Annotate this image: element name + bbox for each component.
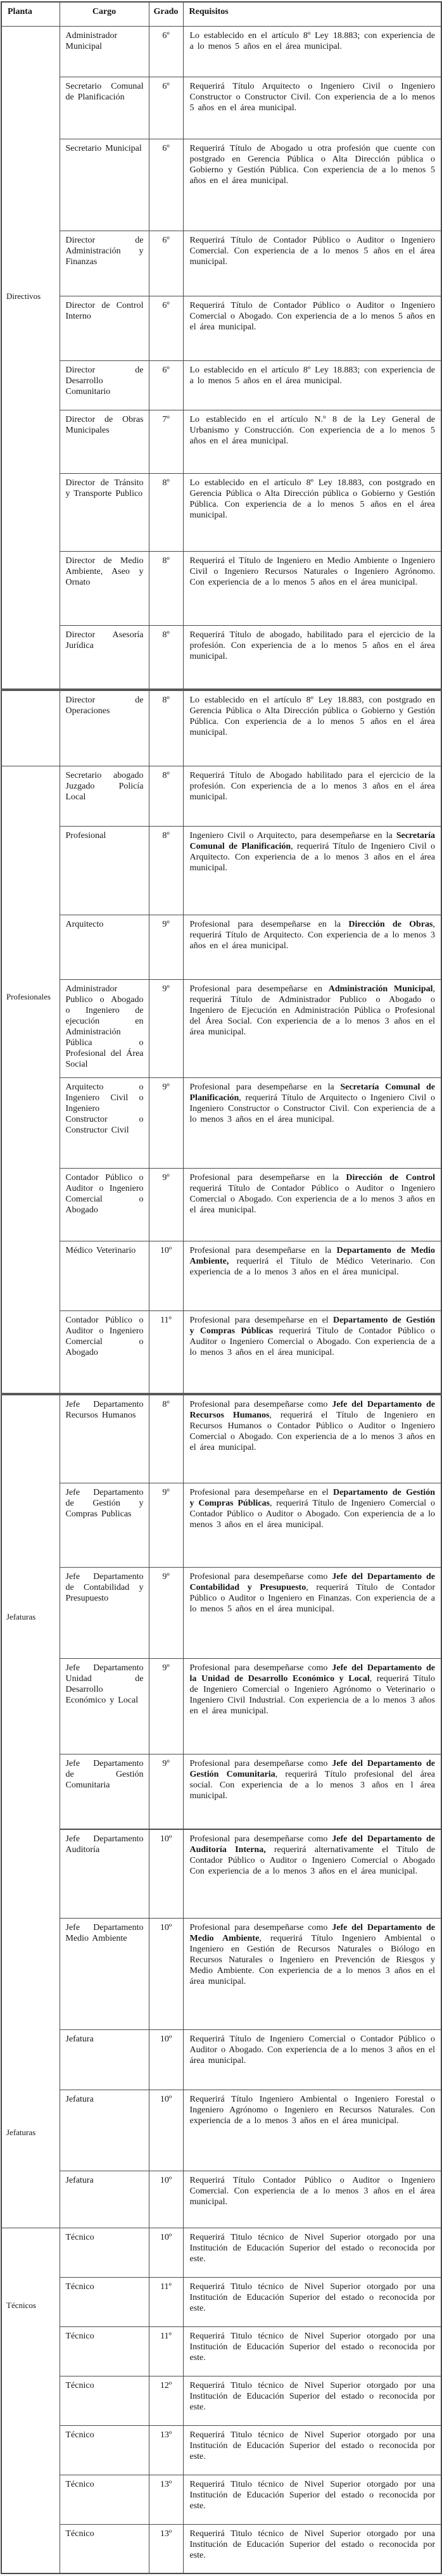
requisitos-cell: Profesional para desempeñarse en la Departamento de Medio Ambiente, requerirá el Título de Médico Veterinario. Con experiencia de a lo menos 3 años en el área municipal. [183, 1241, 441, 1310]
cargo-cell: Jefatura [60, 2029, 149, 2090]
table-row [1, 2425, 441, 2475]
cargo-cell: Arquitecto [60, 915, 149, 979]
cargo-cell: Administrador Municipal [60, 26, 149, 77]
requisitos-cell: Profesional para desempeñarse como Jefe del Departamento de Contabilidad y Presupuesto, requerirá Título de Contador Público o Auditor o Ingeniero en Finanzas. Con experiencia de a lo menos 5 años en el área municipal. [183, 1567, 441, 1658]
header-cargo: Cargo [60, 2, 149, 26]
cargo-cell: Secretario abogado Juzgado Policía Local [60, 766, 149, 826]
staffing-table [1, 1, 442, 2574]
table-row [1, 1483, 441, 1567]
cargo-cell: Médico Veterinario [60, 1241, 149, 1310]
cargo-cell: Jefe Departamento de Gestión Comunitaria [60, 1754, 149, 1829]
requisitos-cell: Lo establecido en el artículo 8º Ley 18.883; con experiencia de a lo menos 5 años en el área municipal. [183, 360, 441, 410]
table-row [1, 2090, 441, 2171]
grado-cell: 10º [149, 2090, 183, 2171]
grado-cell: 9º [149, 979, 183, 1077]
requisitos-cell: Ingeniero Civil o Arquitecto, para desempeñarse en la Secretaría Comunal de Planificación, requerirá Título de Ingeniero Civil o Arquitecto. Con experiencia de a lo menos 3 años en el área municipal. [183, 826, 441, 915]
grado-cell: 8º [149, 766, 183, 826]
requisitos-cell: Profesional para desempeñarse en la Secretaría Comunal de Planificación, requerirá Título de Arquitecto o Ingeniero Civil o Ingeniero Constructor o Constructor Civil. Con experiencia de a lo menos 3 años en el área municipal. [183, 1077, 441, 1168]
grado-cell: 11º [149, 2277, 183, 2326]
planta-group-label: Técnicos [6, 2300, 36, 2310]
cargo-cell: Arquitecto o Ingeniero Civil o Ingeniero Constructor o Constructor Civil [60, 1077, 149, 1168]
table-row [1, 2524, 441, 2573]
cargo-cell: Técnico [60, 2425, 149, 2475]
table-row [1, 2228, 441, 2277]
requisitos-cell: Requerirá Titulo técnico de Nivel Superior otorgado por una Institución de Educación Superior del estado o reconocida por este. [183, 2524, 441, 2573]
requisitos-cell: Lo establecido en el artículo N.º 8 de la Ley General de Urbanismo y Construcción. Con experiencia de a lo menos 5 años en el área municipal. [183, 410, 441, 473]
planta-group-cell-operaciones [1, 690, 60, 766]
cargo-cell: Jefe Departamento Recursos Humanos [60, 1394, 149, 1483]
grado-cell: 10º [149, 1241, 183, 1310]
cargo-cell: Administrador Publico o Abogado o Ingeniero de ejecución en Administración Pública o Profesional del Área Social [60, 979, 149, 1077]
table-row [1, 690, 441, 766]
requisitos-cell: Profesional para desempeñarse como Jefe del Departamento de la Unidad de Desarrollo Económico y Local, requerirá Título de Ingeniero Comercial o Ingeniero Agrónomo o Veterinario o Ingeniero Civil Industrial. Con experiencia de a lo menos 3 años en el área municipal. [183, 1658, 441, 1754]
grado-cell: 8º [149, 473, 183, 551]
grado-cell: 10º [149, 2029, 183, 2090]
requisitos-cell: Requerirá Título de Contador Público o Auditor o Ingeniero Comercial. Con experiencia de a lo menos 5 años en el área municipal. [183, 231, 441, 296]
grado-cell: 9º [149, 1483, 183, 1567]
planta-group-label: Jefaturas [6, 2127, 36, 2137]
requisitos-cell: Profesional para desempeñarse como Jefe del Departamento de Medio Ambiente, requerirá Título Ingeniero Ambiental o Ingeniero en Gestión de Recursos Naturales o Biólogo en Recursos Naturales o Ingeniero en Prevención de Riesgos y Medio Ambiente. Con experiencia de a lo menos 3 años en el área municipal. [183, 1918, 441, 2029]
requisitos-cell: Lo establecido en el artículo 8º Ley 18.883; con experiencia de a lo menos 5 años en el área municipal. [183, 26, 441, 77]
grado-cell: 11º [149, 2326, 183, 2376]
requisitos-cell: Requerirá Titulo técnico de Nivel Superior otorgado por una Institución de Educación Superior del estado o reconocida por este. [183, 2277, 441, 2326]
table-row [1, 1077, 441, 1168]
cargo-cell: Director de Tránsito y Transporte Publico [60, 473, 149, 551]
requisitos-cell: Requerirá Titulo técnico de Nivel Superior otorgado por una Institución de Educación Superior del estado o reconocida por este. [183, 2376, 441, 2425]
table-row [1, 915, 441, 979]
grado-cell: 10º [149, 2171, 183, 2228]
grado-cell: 6º [149, 139, 183, 231]
cargo-cell: Director de Control Interno [60, 296, 149, 360]
cargo-cell: Técnico [60, 2326, 149, 2376]
grado-cell: 12º [149, 2376, 183, 2425]
requisitos-cell: Profesional para desempeñarse en Administración Municipal, requerirá Título de Administrador Publico o Abogado o Ingeniero de Ejecución en Administración Pública o Profesional del Área Social. Con experiencia de a lo menos 3 años en el área municipal. [183, 979, 441, 1077]
cargo-cell: Jefatura [60, 2090, 149, 2171]
table-row [1, 2029, 441, 2090]
grado-cell: 8º [149, 1394, 183, 1483]
cargo-cell: Contador Público o Auditor o Ingeniero Comercial o Abogado [60, 1168, 149, 1241]
grado-cell: 8º [149, 625, 183, 690]
cargo-cell: Director de Operaciones [60, 690, 149, 766]
cargo-cell: Secretario Municipal [60, 139, 149, 231]
requisitos-cell: Profesional para desempeñarse como Jefe del Departamento de Gestión Comunitaria, requerirá Título profesional del área social. Con experiencia de a lo menos 3 años en l área municipal. [183, 1754, 441, 1829]
grado-cell: 13º [149, 2475, 183, 2524]
header-planta: Planta [1, 2, 60, 26]
cargo-cell: Técnico [60, 2524, 149, 2573]
table-row [1, 2376, 441, 2425]
requisitos-cell: Profesional para desempeñarse en el Departamento de Gestión y Compras Públicas, requerirá Título de Ingeniero Comercial o Contador Público o Auditor o Abogado. Con experiencia de a lo menos 3 años en el área municipal. [183, 1483, 441, 1567]
requisitos-cell: Profesional para desempeñarse en la Dirección de Control requerirá Título de Contador Público o Auditor o Ingeniero Comercial o Abogado. Con experiencia de a lo menos 3 años en el área municipal. [183, 1168, 441, 1241]
requisitos-cell: Requerirá Título de abogado, habilitado para el ejercicio de la profesión. Con experiencia de a lo menos 5 años en el área municipal. [183, 625, 441, 690]
table-row [1, 2326, 441, 2376]
table-row [1, 296, 441, 360]
grado-cell: 7º [149, 410, 183, 473]
table-row [1, 1394, 441, 1483]
table-row [1, 1754, 441, 1829]
grado-cell: 10º [149, 2228, 183, 2277]
table-row [1, 139, 441, 231]
grado-cell: 6º [149, 77, 183, 139]
table-body [1, 26, 441, 2573]
requisitos-cell: Requerirá Titulo técnico de Nivel Superior otorgado por una Institución de Educación Superior del estado o reconocida por este. [183, 2425, 441, 2475]
table-row [1, 2277, 441, 2326]
table-row [1, 1829, 441, 1918]
grado-cell: 9º [149, 1077, 183, 1168]
grado-cell: 9º [149, 1567, 183, 1658]
cargo-cell: Técnico [60, 2376, 149, 2425]
table-row [1, 1918, 441, 2029]
planta-group-label: Jefaturas [6, 1611, 36, 1621]
requisitos-cell: Requerirá Titulo técnico de Nivel Superior otorgado por una Institución de Educación Superior del estado o reconocida por este. [183, 2475, 441, 2524]
requisitos-cell: Requerirá Título de Abogado u otra profesión que cuente con postgrado en Gerencia Pública o Alta Dirección pública o Gobierno y Gestión Pública. Con experiencia de a lo menos 5 años en el área municipal. [183, 139, 441, 231]
header-grado: Grado [149, 2, 183, 26]
requisitos-cell: Profesional para desempeñarse en la Dirección de Obras, requerirá Título de Arquitecto. Con experiencia de a lo menos 3 años en el área municipal. [183, 915, 441, 979]
table-row [1, 473, 441, 551]
cargo-cell: Director de Medio Ambiente, Aseo y Ornato [60, 551, 149, 625]
table-row [1, 826, 441, 915]
planta-group-cell-tecnicos [1, 2228, 60, 2573]
planta-group-cell-profesionales [1, 766, 60, 1394]
table-row [1, 979, 441, 1077]
requisitos-cell: Profesional para desempeñarse como Jefe del Departamento de Auditoría Interna, requerirá alternativamente el Título de Contador Público o Auditor o Ingeniero Comercial o Abogado Con experiencia de a lo menos 3 años en el área municipal. [183, 1829, 441, 1918]
cargo-cell: Técnico [60, 2228, 149, 2277]
grado-cell: 8º [149, 690, 183, 766]
requisitos-cell: Requerirá el Título de Ingeniero en Medio Ambiente o Ingeniero Civil o Ingeniero Recursos Naturales o Ingeniero Agrónomo. Con experiencia de a lo menos 5 años en el área municipal. [183, 551, 441, 625]
cargo-cell: Director de Obras Municipales [60, 410, 149, 473]
table-row [1, 1168, 441, 1241]
grado-cell: 10º [149, 1918, 183, 2029]
header-row [1, 2, 441, 26]
cargo-cell: Jefe Departamento de Gestión y Compras Publicas [60, 1483, 149, 1567]
table-row [1, 1658, 441, 1754]
cargo-cell: Jefe Departamento Medio Ambiente [60, 1918, 149, 2029]
table-row [1, 766, 441, 826]
grado-cell: 10º [149, 1829, 183, 1918]
cargo-cell: Director Asesoría Jurídica [60, 625, 149, 690]
table-row [1, 26, 441, 77]
table-row [1, 410, 441, 473]
cargo-cell: Jefe Departamento Auditoría [60, 1829, 149, 1918]
cargo-cell: Jefatura [60, 2171, 149, 2228]
requisitos-cell: Requerirá Título Ingeniero Ambiental o Ingeniero Forestal o Ingeniero Agrónomo o Ingeniero en Recursos Naturales. Con experiencia de a lo menos 3 años en el área municipal. [183, 2090, 441, 2171]
grado-cell: 6º [149, 296, 183, 360]
table-row [1, 551, 441, 625]
requisitos-cell: Requerirá Titulo técnico de Nivel Superior otorgado por una Institución de Educación Superior del estado o reconocida por este. [183, 2228, 441, 2277]
grado-cell: 9º [149, 1168, 183, 1241]
cargo-cell: Secretario Comunal de Planificación [60, 77, 149, 139]
grado-cell: 6º [149, 360, 183, 410]
cargo-cell: Jefe Departamento Unidad de Desarrollo Económico y Local [60, 1658, 149, 1754]
table-row [1, 2475, 441, 2524]
table-row [1, 1310, 441, 1394]
requisitos-cell: Lo establecido en el artículo 8º Ley 18.883, con postgrado en Gerencia Pública o Alta Dirección pública o Gobierno y Gestión Pública. Con experiencia de a lo menos 5 años en el área municipal. [183, 690, 441, 766]
planta-group-cell-jefaturas [1, 1394, 60, 2228]
cargo-cell: Jefe Departamento de Contabilidad y Presupuesto [60, 1567, 149, 1658]
table-row [1, 77, 441, 139]
cargo-cell: Director de Desarrollo Comunitario [60, 360, 149, 410]
requisitos-cell: Requerirá Título de Ingeniero Comercial o Contador Público o Auditor o Abogado. Con experiencia de a lo menos 3 años en el área municipal. [183, 2029, 441, 2090]
grado-cell: 9º [149, 1754, 183, 1829]
grado-cell: 13º [149, 2425, 183, 2475]
cargo-cell: Técnico [60, 2277, 149, 2326]
planta-group-label: Directivos [6, 291, 41, 301]
requisitos-cell: Requerirá Título de Contador Público o Auditor o Ingeniero Comercial o Abogado. Con experiencia de a lo menos 5 años en el área municipal. [183, 296, 441, 360]
table-row [1, 1241, 441, 1310]
cargo-cell: Contador Público o Auditor o Ingeniero Comercial o Abogado [60, 1310, 149, 1394]
grado-cell: 11º [149, 1310, 183, 1394]
grado-cell: 6º [149, 231, 183, 296]
requisitos-cell: Requerirá Título Contador Público o Auditor o Ingeniero Comercial. Con experiencia de a lo menos 3 años en el área municipal. [183, 2171, 441, 2228]
cargo-cell: Director de Administración y Finanzas [60, 231, 149, 296]
grado-cell: 9º [149, 1658, 183, 1754]
grado-cell: 8º [149, 826, 183, 915]
planta-group-cell-directivos [1, 26, 60, 690]
requisitos-cell: Profesional para desempeñarse en el Departamento de Gestión y Compras Públicas requerirá Título de Contador Público o Auditor o Ingeniero Comercial o Abogado. Con experiencia de a lo menos 3 años en el área municipal. [183, 1310, 441, 1394]
grado-cell: 9º [149, 915, 183, 979]
requisitos-cell: Requerirá Titulo técnico de Nivel Superior otorgado por una Institución de Educación Superior del estado o reconocida por este. [183, 2326, 441, 2376]
table-row [1, 1567, 441, 1658]
cargo-cell: Técnico [60, 2475, 149, 2524]
requisitos-cell: Profesional para desempeñarse como Jefe del Departamento de Recursos Humanos, requerirá el Título de Ingeniero en Recursos Humanos o Contador Público o Auditor o Ingeniero Comercial o Abogado. Con experiencia de a lo menos 3 años en el área municipal. [183, 1394, 441, 1483]
requisitos-cell: Requerirá Título Arquitecto o Ingeniero Civil o Ingeniero Constructor o Constructor Civil. Con experiencia de a lo menos 5 años en el área municipal. [183, 77, 441, 139]
requisitos-cell: Lo establecido en el artículo 8º Ley 18.883, con postgrado en Gerencia Pública o Alta Dirección pública o Gobierno y Gestión Pública. Con experiencia de a lo menos 5 años en el área municipal. [183, 473, 441, 551]
table-row [1, 360, 441, 410]
table-row [1, 231, 441, 296]
grado-cell: 13º [149, 2524, 183, 2573]
requisitos-cell: Requerirá Título de Abogado habilitado para el ejercicio de la profesión. Con experiencia de a lo menos 3 años en el área municipal. [183, 766, 441, 826]
table-row [1, 2171, 441, 2228]
grado-cell: 6º [149, 26, 183, 77]
table-row [1, 625, 441, 690]
header-requisitos: Requisitos [183, 2, 441, 26]
grado-cell: 8º [149, 551, 183, 625]
planta-group-label: Profesionales [6, 991, 51, 1001]
cargo-cell: Profesional [60, 826, 149, 915]
